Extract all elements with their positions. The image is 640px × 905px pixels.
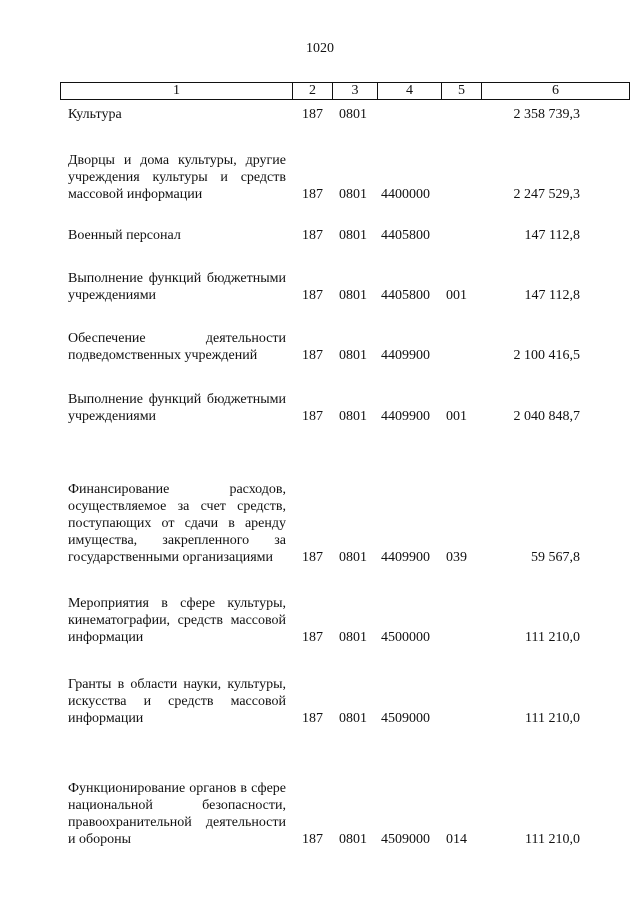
table-header bbox=[60, 82, 630, 100]
row-col-2: 187 bbox=[302, 107, 323, 122]
table-row bbox=[0, 226, 640, 244]
table-row bbox=[0, 103, 640, 123]
header-col-6: 6 bbox=[481, 83, 629, 99]
table-row bbox=[0, 328, 640, 364]
row-name: Военный персонал bbox=[68, 228, 181, 243]
row-col-2: 187 bbox=[302, 187, 323, 202]
row-col-4: 4409900 bbox=[381, 409, 430, 424]
row-name: Мероприятия в сфере культуры, кинематографии, средств массовой информации bbox=[68, 596, 286, 645]
header-col-2: 2 bbox=[292, 83, 332, 99]
row-col-3: 0801 bbox=[339, 228, 367, 243]
row-col-3: 0801 bbox=[339, 630, 367, 645]
header-col-3: 3 bbox=[332, 83, 377, 99]
header-col-1: 1 bbox=[173, 83, 180, 98]
row-col-6: 2 100 416,5 bbox=[513, 348, 580, 363]
row-col-5: 039 bbox=[446, 550, 467, 565]
row-col-5: 001 bbox=[446, 288, 467, 303]
row-col-3: 0801 bbox=[339, 107, 367, 122]
row-col-6: 2 040 848,7 bbox=[513, 409, 580, 424]
table-row bbox=[0, 268, 640, 304]
row-col-6: 2 358 739,3 bbox=[513, 107, 580, 122]
row-name: Выполнение функций бюджетными учреждениями bbox=[68, 271, 286, 303]
row-col-2: 187 bbox=[302, 288, 323, 303]
table-row bbox=[0, 389, 640, 425]
row-col-6: 111 210,0 bbox=[525, 832, 580, 847]
table-row bbox=[0, 674, 640, 727]
row-col-2: 187 bbox=[302, 348, 323, 363]
row-col-4: 4500000 bbox=[381, 630, 430, 645]
row-col-4: 4409900 bbox=[381, 348, 430, 363]
row-name: Финансирование расходов, осуществляемое за счет средств, поступающих от сдачи в аренду имущества, закрепленного за государственными организациями bbox=[68, 482, 286, 565]
row-col-6: 59 567,8 bbox=[531, 550, 580, 565]
row-col-4: 4405800 bbox=[381, 228, 430, 243]
row-col-5: 001 bbox=[446, 409, 467, 424]
row-col-3: 0801 bbox=[339, 187, 367, 202]
row-col-3: 0801 bbox=[339, 832, 367, 847]
row-name: Функционирование органов в сфере национальной безопасности, правоохранительной деятельности и обороны bbox=[68, 781, 286, 847]
row-col-2: 187 bbox=[302, 228, 323, 243]
row-col-2: 187 bbox=[302, 832, 323, 847]
row-name: Гранты в области науки, культуры, искусства и средств массовой информации bbox=[68, 677, 286, 726]
page-number: 1020 bbox=[306, 41, 334, 56]
row-name: Дворцы и дома культуры, другие учреждения культуры и средств массовой информации bbox=[68, 153, 286, 202]
row-col-3: 0801 bbox=[339, 348, 367, 363]
header-col-4: 4 bbox=[377, 83, 441, 99]
row-col-4: 4509000 bbox=[381, 832, 430, 847]
row-col-6: 2 247 529,3 bbox=[513, 187, 580, 202]
row-col-6: 147 112,8 bbox=[524, 228, 580, 243]
row-col-3: 0801 bbox=[339, 550, 367, 565]
row-col-4: 4405800 bbox=[381, 288, 430, 303]
row-name: Выполнение функций бюджетными учреждениями bbox=[68, 392, 286, 424]
row-col-6: 147 112,8 bbox=[524, 288, 580, 303]
row-col-4: 4409900 bbox=[381, 550, 430, 565]
table-row bbox=[0, 761, 640, 848]
row-col-2: 187 bbox=[302, 409, 323, 424]
row-name: Культура bbox=[68, 107, 122, 122]
row-col-2: 187 bbox=[302, 630, 323, 645]
row-col-3: 0801 bbox=[339, 288, 367, 303]
table-row bbox=[0, 460, 640, 566]
row-col-2: 187 bbox=[302, 550, 323, 565]
row-col-4: 4400000 bbox=[381, 187, 430, 202]
row-col-3: 0801 bbox=[339, 711, 367, 726]
row-col-2: 187 bbox=[302, 711, 323, 726]
row-col-3: 0801 bbox=[339, 409, 367, 424]
row-col-6: 111 210,0 bbox=[525, 711, 580, 726]
row-col-5: 014 bbox=[446, 832, 467, 847]
header-col-5: 5 bbox=[441, 83, 481, 99]
table-row bbox=[0, 150, 640, 203]
row-col-6: 111 210,0 bbox=[525, 630, 580, 645]
table-row bbox=[0, 593, 640, 646]
row-col-4: 4509000 bbox=[381, 711, 430, 726]
row-name: Обеспечение деятельности подведомственных учреждений bbox=[68, 331, 286, 363]
